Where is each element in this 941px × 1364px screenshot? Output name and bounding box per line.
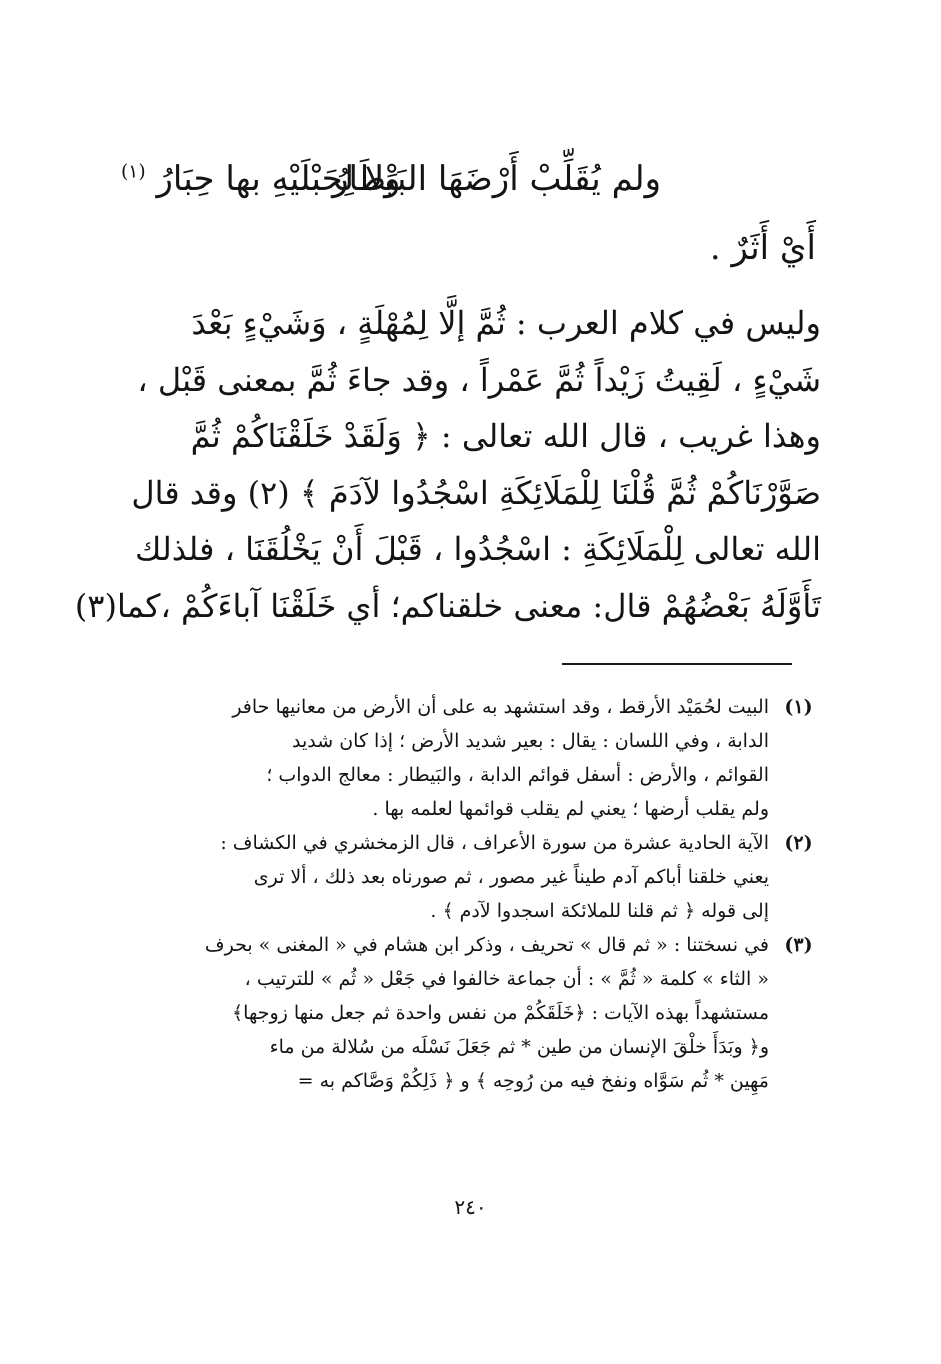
- footnote-line: الآية الحادية عشرة من سورة الأعراف ، قال الزمخشري في الكشاف :: [220, 832, 769, 854]
- footnote-line: إلى قوله ﴿ ثم قلنا للملائكة اسجدوا لآدم ﴾ .: [430, 900, 769, 922]
- footnotes: [101, 690, 821, 1098]
- footnote-line: « الثاء » كلمة « ثُمَّ » : أن جماعة خالفوا في جَعْل « ثُم » للترتيب ،: [244, 968, 769, 990]
- footnote-line: الدابة ، وفي اللسان : يقال : بعير شديد الأرض ؛ إذا كان شديد: [292, 730, 769, 752]
- main-paragraph: [74, 295, 821, 634]
- footnote-line: في نسختنا : « ثم قال » تحريف ، وذكر ابن هشام في « المغنى » بحرف: [204, 934, 769, 956]
- footnote-line: البيت لحُمَيْد الأرقط ، وقد استشهد به على أن الأرض من معانيها حافر: [232, 696, 769, 718]
- footnote-number: (٢): [784, 832, 813, 854]
- footnote-number: (١): [784, 696, 813, 718]
- footnote-1: [101, 690, 821, 826]
- footnote-line: و﴿ وبَدَأَ خلْقَ الإنسان من طين * ثم جَعَلَ نَسْلَه من سُلالة من ماء: [269, 1036, 769, 1058]
- footnote-line: مستشهداً بهذه الآيات : ﴿خَلَقَكُمْ من نفس واحدة ثم جعل منها زوجها﴾: [232, 1002, 769, 1024]
- main-line: شَيْءٍ ، لَقِيتُ زَيْداً ثُمَّ عَمْراً ، وقد جاءَ ثُمَّ بمعنى قَبْل ،: [137, 360, 821, 399]
- verse-first-hemistich: ولم يُقَلِّبْ أَرْضَهَا البَيْطَارُ: [332, 159, 661, 199]
- main-line: وليس في كلام العرب : ثُمَّ إلَّا لِمُهْلَةٍ ، وَشَيْءٍ بَعْدَ: [191, 304, 821, 342]
- verse-second-hemistich-text: وَلا لِحَبْلَيْهِ بها حِبَارُ: [156, 159, 401, 199]
- main-line: وهذا غريب ، قال الله تعالى : ﴿ وَلَقَدْ خَلَقْنَاكُمْ ثُمَّ: [190, 417, 821, 455]
- footnote-number: (٣): [784, 934, 813, 956]
- verse-continuation: أَيْ أَثَرٌ .: [709, 228, 816, 268]
- footnote-separator: [562, 663, 792, 665]
- main-line: تَأَوَّلَهُ بَعْضُهُمْ قال: معنى خلقناكم؛ أي خَلَقْنَا آباءَكُمْ ،كما(٣): [74, 586, 821, 625]
- main-line: صَوَّرْنَاكُمْ ثُمَّ قُلْنَا لِلْمَلَائِكَةِ اسْجُدُوا لآدَمَ ﴾ (٢) وقد قال: [131, 473, 821, 512]
- poetry-verse: [121, 150, 821, 208]
- footnote-line: مَهِين * ثُم سَوَّاه ونفخ فيه من رُوحِه ﴾ و ﴿ ذَلِكُمْ وَصَّاكم به =: [297, 1070, 769, 1092]
- verse-second-hemistich: [121, 150, 401, 208]
- footnote-2: [101, 826, 821, 928]
- footnote-line: ولم يقلب أرضها ؛ يعني لم يقلب قوائمها لعلمه بها .: [372, 798, 769, 820]
- footnote-line: يعني خلقنا أباكم آدم طيناً غير مصور ، ثم صورناه بعد ذلك ، ألا ترى: [253, 866, 769, 888]
- footnote-ref-1: (١): [121, 161, 146, 183]
- footnote-3: [101, 928, 821, 1098]
- footnote-line: القوائم ، والأرض : أسفل قوائم الدابة ، والبَيطار : معالج الدواب ؛: [266, 764, 769, 786]
- page-number: ٢٤٠: [454, 1195, 487, 1219]
- main-line: الله تعالى لِلْمَلَائِكَةِ : اسْجُدُوا ، قَبْلَ أَنْ يَخْلُقَنَا ، فلذلك: [135, 530, 821, 568]
